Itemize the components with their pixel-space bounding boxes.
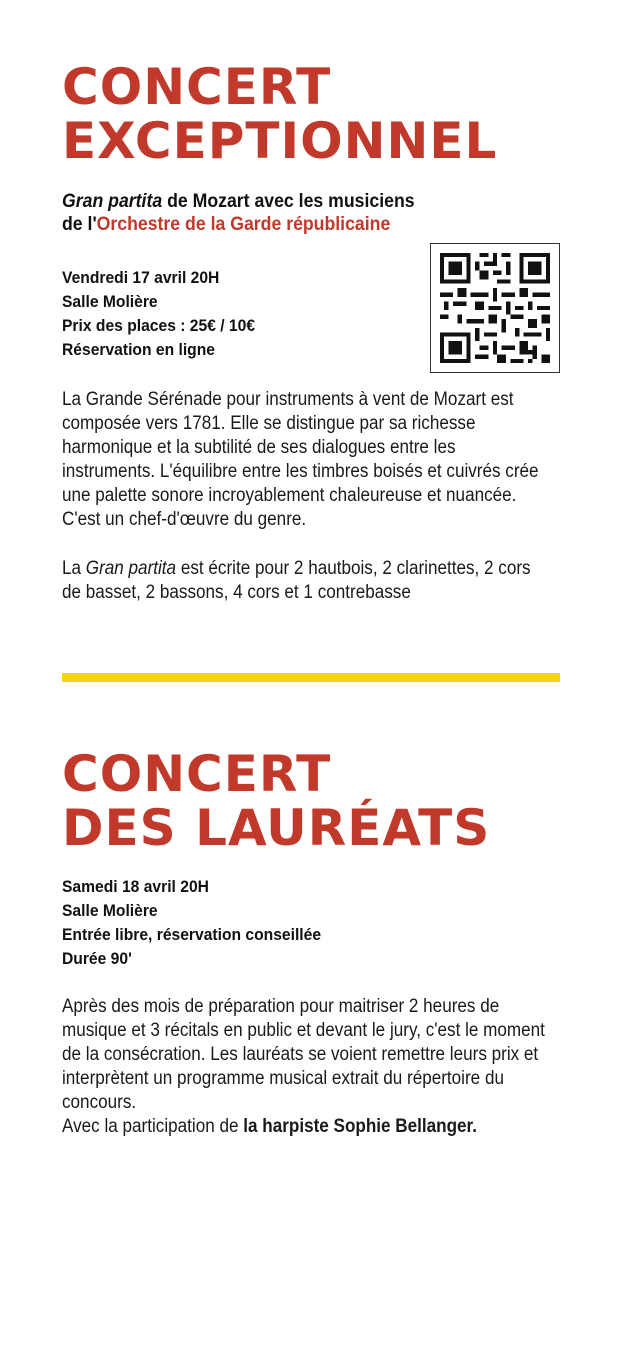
concert1-prices: Prix des places : 25€ / 10€ [62, 316, 256, 335]
concert1-subtitle [62, 190, 453, 236]
concert1-title-line2: EXCEPTIONNEL [62, 112, 498, 170]
concert2-info [62, 875, 321, 971]
concert1-description: La Grande Sérénade pour instruments à vent de Mozart est composée vers 1781. Elle se distingue par sa richesse harmonique et la subtilité de ses dialogues entre les instruments. L'équilibre entre les timbres boisés et cuivrés crée une palette sonore incroyablement chaleureuse et nuancée. C'est un chef-d'œuvre du genre. [62, 389, 539, 530]
concert2-title-line1: CONCERT [62, 745, 332, 803]
concert1-instrumentation [62, 557, 548, 605]
instrumentation-text: est écrite pour 2 hautbois, 2 clarinettes, 2 cors de basset, 2 bassons, 4 cors et 1 contrebasse [62, 558, 531, 603]
instrumentation-work: Gran partita [85, 558, 177, 579]
concert2-title [62, 747, 490, 855]
participation-artist: la harpiste Sophie Bellanger. [243, 1116, 478, 1137]
concert1-info [62, 266, 255, 362]
qr-code-icon[interactable] [430, 243, 560, 373]
concert1-ensemble: Orchestre de la Garde républicaine [96, 214, 391, 235]
concert2-description-text: Après des mois de préparation pour maitriser 2 heures de musique et 3 récitals en public et devant le jury, c'est le moment de la consécration. Les lauréats se voient remettre leurs prix et interprètent un programme musical extrait du répertoire du concours. [62, 996, 545, 1113]
concert1-booking: Réservation en ligne [62, 340, 215, 359]
instrumentation-prefix: La [62, 558, 86, 579]
concert1-title-line1: CONCERT [62, 58, 332, 116]
concert2-venue: Salle Molière [62, 901, 158, 920]
concert1-venue: Salle Molière [62, 292, 158, 311]
concert2-duration: Durée 90' [62, 949, 132, 968]
concert1-work-title: Gran partita [62, 191, 163, 212]
section-divider [62, 673, 560, 682]
concert2-description [62, 995, 548, 1139]
concert1-subtitle-text2: de l' [62, 214, 97, 235]
concert1-subtitle-text1: de Mozart avec les musiciens [162, 191, 415, 212]
concert1-date: Vendredi 17 avril 20H [62, 268, 220, 287]
concert2-date: Samedi 18 avril 20H [62, 877, 209, 896]
concert1-title [62, 60, 497, 168]
concert2-title-line2: DES LAURÉATS [62, 799, 491, 857]
participation-prefix: Avec la participation de [62, 1116, 244, 1137]
concert2-admission: Entrée libre, réservation conseillée [62, 925, 322, 944]
